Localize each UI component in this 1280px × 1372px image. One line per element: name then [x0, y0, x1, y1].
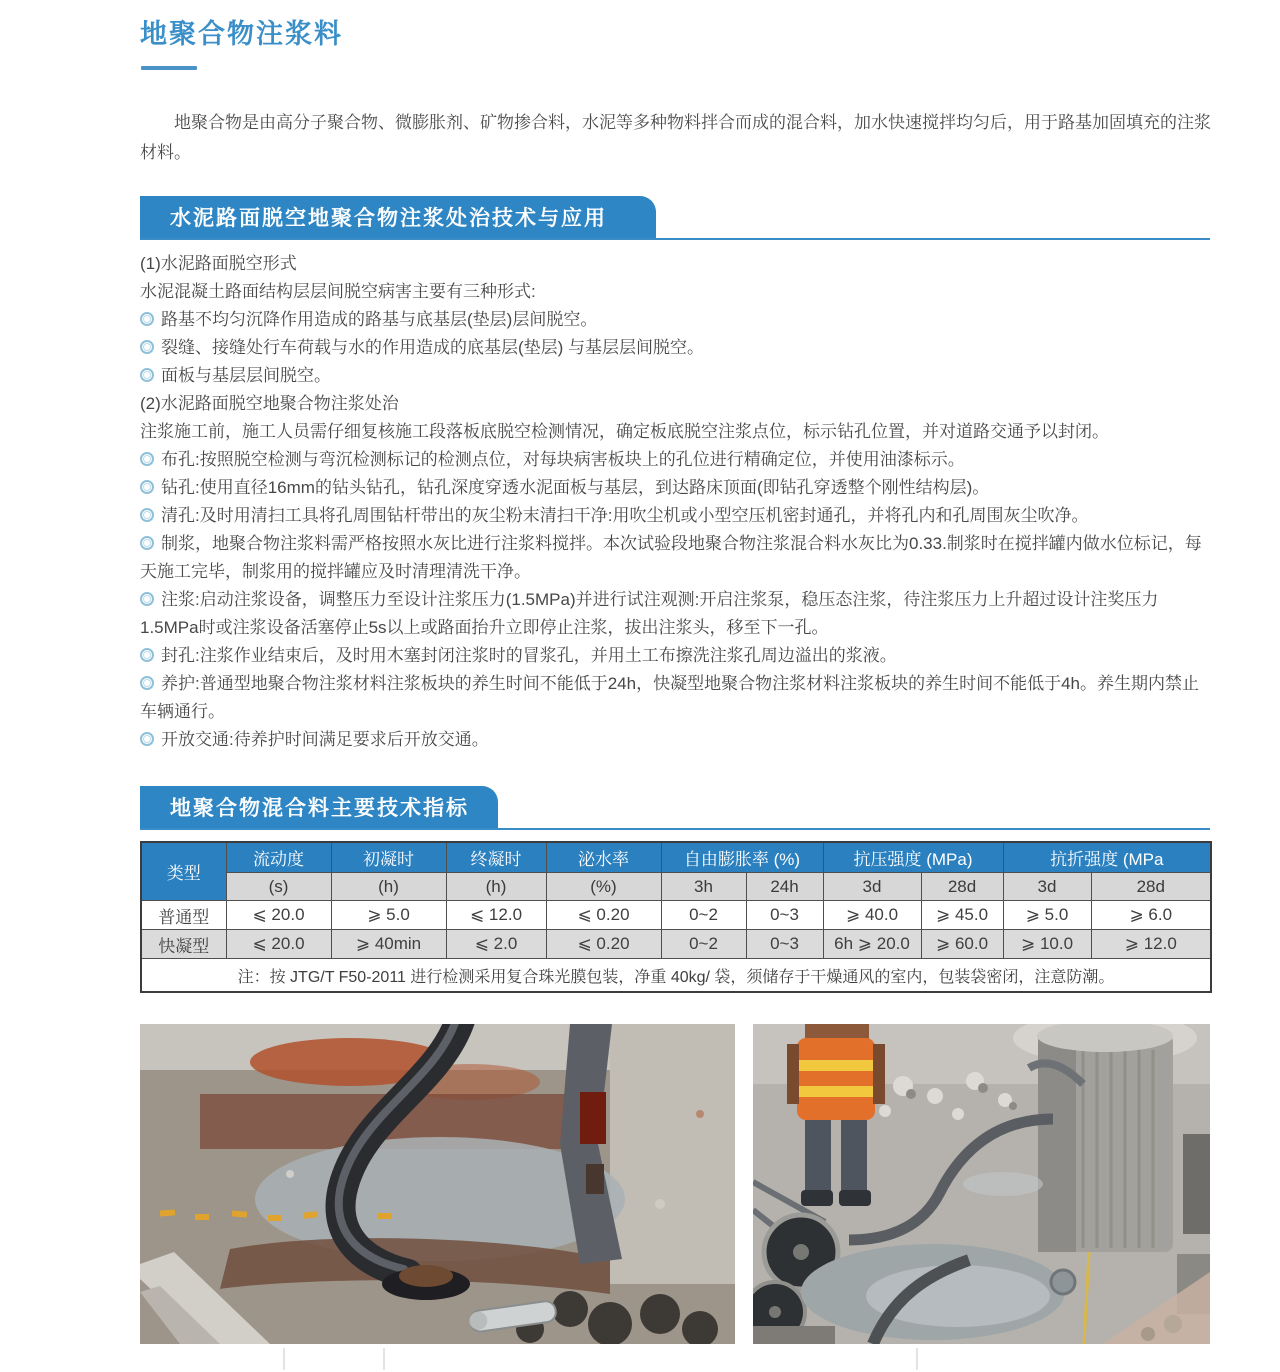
cell: ⩽ 20.0 — [226, 930, 331, 959]
paragraph-text: (1)水泥路面脱空形式 — [140, 254, 297, 273]
bullet-item — [140, 446, 1215, 474]
ring-bullet-icon — [140, 536, 154, 550]
bullet-item — [140, 334, 1215, 362]
photo-construction-grouting-site — [753, 1024, 1210, 1344]
section-body-text — [140, 250, 1215, 754]
ring-bullet-icon — [140, 480, 154, 494]
bullet-text: 布孔:按照脱空检测与弯沉检测标记的检测点位，对每块病害板块上的孔位进行精确定位，并使用油漆标示。 — [161, 450, 965, 469]
sub-header: (h) — [446, 873, 546, 901]
cell: 6h ⩾ 20.0 — [823, 930, 921, 959]
cell: ⩾ 40.0 — [823, 901, 921, 930]
page-bottom-margin — [0, 1346, 1280, 1372]
sub-header: 28d — [921, 873, 1003, 901]
bullet-item — [140, 642, 1215, 670]
cell: ⩾ 5.0 — [1003, 901, 1091, 930]
sub-header: 28d — [1091, 873, 1211, 901]
cell: ⩾ 5.0 — [331, 901, 446, 930]
bullet-item — [140, 306, 1215, 334]
cell: ⩾ 45.0 — [921, 901, 1003, 930]
bullet-item — [140, 530, 1215, 586]
sub-header: (h) — [331, 873, 446, 901]
section-banner-specs — [140, 786, 1210, 830]
sub-header: (%) — [546, 873, 661, 901]
ring-bullet-icon — [140, 648, 154, 662]
bullet-text: 养护:普通型地聚合物注浆材料注浆板块的养生时间不能低于24h，快凝型地聚合物注浆材料注浆板块的养生时间不能低于4h。养生期内禁止车辆通行。 — [140, 674, 1199, 721]
sub-header: 3h — [661, 873, 746, 901]
page-title: 地聚合物注浆料 — [140, 19, 343, 49]
cell: ⩽ 12.0 — [446, 901, 546, 930]
photo-strip — [140, 1024, 1212, 1344]
section-banner-tab — [140, 196, 656, 238]
row-label: 普通型 — [141, 901, 226, 930]
col-header-compressive: 抗压强度 (MPa) — [823, 842, 1003, 873]
ring-bullet-icon — [140, 312, 154, 326]
ring-bullet-icon — [140, 340, 154, 354]
photo-construction-site-illustration — [753, 1024, 1210, 1344]
ring-bullet-icon — [140, 452, 154, 466]
paragraph-text: 注浆施工前，施工人员需仔细复核施工段落板底脱空检测情况，确定板底脱空注浆点位，标示钻孔位置，并对道路交通予以封闭。 — [140, 422, 1109, 441]
col-header-bleeding: 泌水率 — [546, 842, 661, 873]
bullet-text: 制浆，地聚合物注浆料需严格按照水灰比进行注浆料搅拌。本次试验段地聚合物注浆混合料水灰比为0.33.制浆时在搅拌罐内做水位标记，每天施工完毕，制浆用的搅拌罐应及时清理清洗干净。 — [140, 534, 1202, 581]
cell: ⩽ 20.0 — [226, 901, 331, 930]
bullet-item — [140, 726, 1215, 754]
col-header-type: 类型 — [141, 842, 226, 901]
paragraph — [140, 250, 1215, 278]
cell: ⩽ 2.0 — [446, 930, 546, 959]
col-header-final-set: 终凝时 — [446, 842, 546, 873]
sub-header: 3d — [1003, 873, 1091, 901]
cell: 0~3 — [746, 901, 823, 930]
bullet-item — [140, 502, 1215, 530]
paragraph-text: (2)水泥路面脱空地聚合物注浆处治 — [140, 394, 399, 413]
bullet-text: 清孔:及时用清扫工具将孔周围钻杆带出的灰尘粉末清扫干净:用吹尘机或小型空压机密封通孔，并将孔内和孔周围灰尘吹净。 — [161, 506, 1089, 525]
section-heading: 地聚合物混合料主要技术指标 — [170, 797, 469, 820]
bullet-item — [140, 586, 1215, 642]
cell: 0~3 — [746, 930, 823, 959]
table-header-row-2 — [141, 873, 1211, 901]
col-header-flexural: 抗折强度 (MPa — [1003, 842, 1211, 873]
bullet-text: 封孔:注浆作业结束后，及时用木塞封闭注浆时的冒浆孔，并用土工布擦洗注浆孔周边溢出的浆液。 — [161, 646, 897, 665]
cell: ⩽ 0.20 — [546, 901, 661, 930]
cell: ⩽ 0.20 — [546, 930, 661, 959]
col-header-fluidity: 流动度 — [226, 842, 331, 873]
bullet-text: 钻孔:使用直径16mm的钻头钻孔，钻孔深度穿透水泥面板与基层，到达路床顶面(即钻孔穿透整个刚性结构层)。 — [161, 478, 990, 497]
bullet-text: 开放交通:待养护时间满足要求后开放交通。 — [161, 730, 489, 749]
cell: 0~2 — [661, 930, 746, 959]
table-header-row-1 — [141, 842, 1211, 873]
table-row — [141, 901, 1211, 930]
ring-bullet-icon — [140, 592, 154, 606]
paragraph — [140, 418, 1215, 446]
section-banner-tab — [140, 786, 498, 828]
cell: 0~2 — [661, 901, 746, 930]
bullet-text: 裂缝、接缝处行车荷载与水的作用造成的底基层(垫层) 与基层层间脱空。 — [161, 338, 705, 357]
bullet-text: 面板与基层层间脱空。 — [161, 366, 331, 385]
cell: ⩾ 12.0 — [1091, 930, 1211, 959]
paragraph — [140, 278, 1215, 306]
ring-bullet-icon — [140, 508, 154, 522]
sub-header: 24h — [746, 873, 823, 901]
photo-grouting-hose-on-pavement — [140, 1024, 735, 1344]
sub-header: 3d — [823, 873, 921, 901]
sub-header: (s) — [226, 873, 331, 901]
bullet-item — [140, 362, 1215, 390]
section-banner-technique — [140, 196, 1210, 240]
table-row — [141, 930, 1211, 959]
table-note: 注：按 JTG/T F50-2011 进行检测采用复合珠光膜包装，净重 40kg/ 袋，须储存于干燥通风的室内，包装袋密闭，注意防潮。 — [141, 959, 1211, 993]
ring-bullet-icon — [140, 732, 154, 746]
table-note-row — [141, 959, 1211, 993]
cell: ⩾ 10.0 — [1003, 930, 1091, 959]
ring-bullet-icon — [140, 368, 154, 382]
row-label: 快凝型 — [141, 930, 226, 959]
intro-paragraph: 地聚合物是由高分子聚合物、微膨胀剂、矿物掺合料，水泥等多种物料拌合而成的混合料，加水快速搅拌均匀后，用于路基加固填充的注浆材料。 — [140, 113, 1211, 162]
cell: ⩾ 60.0 — [921, 930, 1003, 959]
ring-bullet-icon — [140, 676, 154, 690]
col-header-initial-set: 初凝时 — [331, 842, 446, 873]
cell: ⩾ 6.0 — [1091, 901, 1211, 930]
section-heading: 水泥路面脱空地聚合物注浆处治技术与应用 — [170, 207, 607, 230]
paragraph-text: 水泥混凝土路面结构层层间脱空病害主要有三种形式: — [140, 282, 536, 301]
col-header-expansion: 自由膨胀率 (%) — [661, 842, 823, 873]
title-underline — [141, 66, 197, 70]
spec-table — [140, 841, 1212, 993]
cell: ⩾ 40min — [331, 930, 446, 959]
photo-grouting-hose-illustration — [140, 1024, 735, 1344]
bullet-text: 注浆:启动注浆设备，调整压力至设计注浆压力(1.5MPa)并进行试注观测:开启注浆泵，稳压态注浆，待注浆压力上升超过设计注奖压力1.5MPa时或注浆设备活塞停止5s以上或路面抬升立即停止注浆，拔出注浆头，移至下一孔。 — [140, 590, 1159, 637]
bullet-item — [140, 474, 1215, 502]
bullet-text: 路基不均匀沉降作用造成的路基与底基层(垫层)层间脱空。 — [161, 310, 598, 329]
bullet-item — [140, 670, 1215, 726]
paragraph — [140, 390, 1215, 418]
